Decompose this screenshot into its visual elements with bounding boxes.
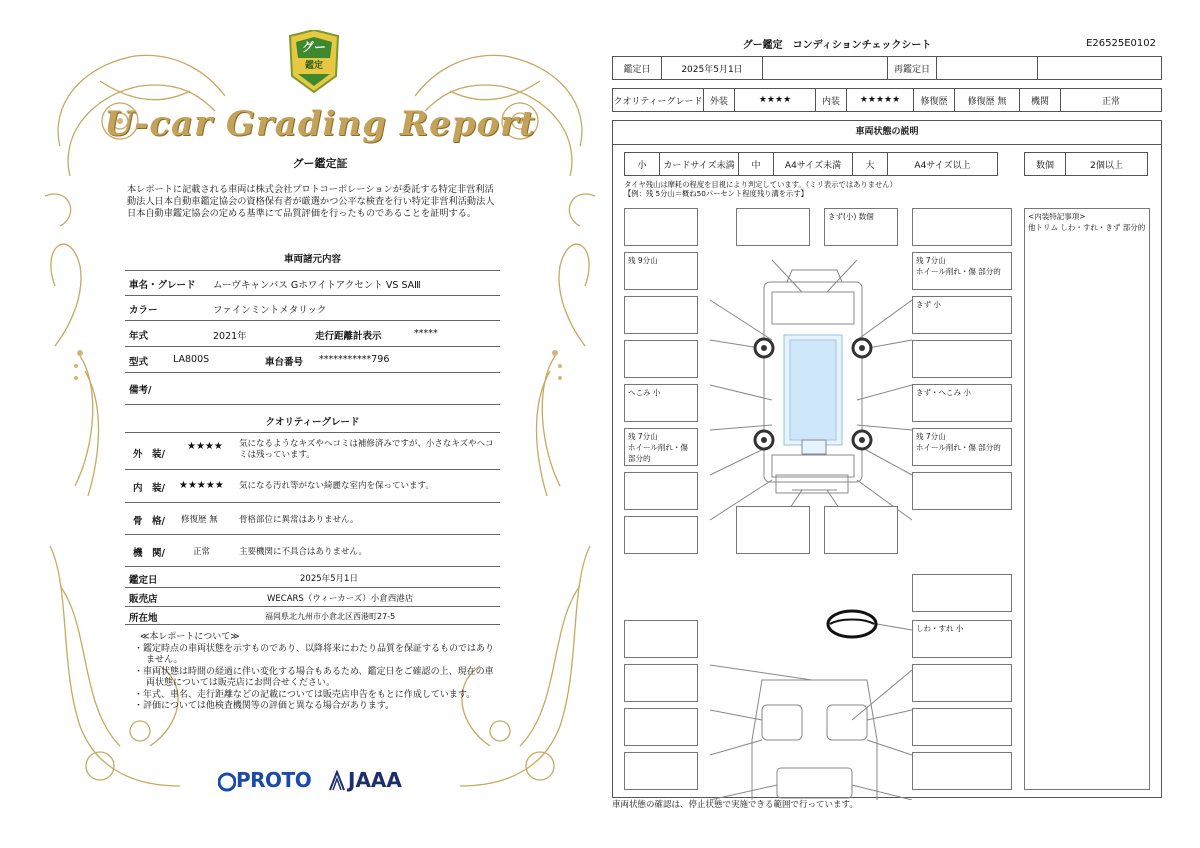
exterior-label: 外 装/ <box>133 449 165 460</box>
quality-row-engine <box>125 536 500 567</box>
report-script-title: U-car Grading Report <box>104 104 536 144</box>
check-sheet-title: グー鑑定 コンディションチェックシート <box>742 40 932 51</box>
frame-value: 修復歴 無 <box>181 515 218 525</box>
name-label: 車名・グレード <box>129 280 196 291</box>
odometer-label: 走行距離計表示 <box>315 331 382 342</box>
condition-box-front-left-tire: 残 9分山 <box>624 252 698 290</box>
proto-logo-icon <box>218 771 236 793</box>
empty-cell <box>1038 57 1162 80</box>
exterior-text: 気になるようなキズやヘコミは補修済みですが、小さなキズやヘコミは残っています。 <box>239 439 494 460</box>
qg-label: クオリティーグレード <box>613 89 704 112</box>
ext-stars: ★★★★ <box>735 89 816 112</box>
quality-grade-table <box>612 88 1162 112</box>
spec-row-name <box>125 270 500 296</box>
badge-top-text: グー <box>301 40 326 54</box>
interior-text: 気になる汚れ等がない綺麗な室内を保っています。 <box>239 481 434 491</box>
exterior-stars: ★★★★ <box>187 441 223 452</box>
condition-box <box>912 472 1012 510</box>
count-legend-table <box>1024 152 1148 176</box>
quality-row-exterior <box>125 432 500 470</box>
condition-box-left-dent: へこみ 小 <box>624 384 698 422</box>
date-value: 2025年5月1日 <box>300 574 358 584</box>
frame-label: 骨 格/ <box>133 516 165 527</box>
legend-medium: 中 <box>739 153 774 176</box>
legend-small: 小 <box>625 153 660 176</box>
info-row-shop <box>125 588 500 607</box>
condition-box <box>624 296 698 334</box>
reappraisal-date-value <box>937 57 1038 80</box>
condition-box <box>912 664 1012 702</box>
tire-note: タイヤ残山は摩耗の程度を目視により判定しています。（ミリ表示ではありません） <box>624 180 897 189</box>
address-label: 所在地 <box>129 613 158 624</box>
spec-row-model <box>125 348 500 373</box>
shop-value: WECARS（ウィーカーズ）小倉西港店 <box>267 594 414 604</box>
tire-example-note: 【例：残 5分山＝概ね50パーセント程度残り溝を示す】 <box>624 189 808 198</box>
note-item: ・年式、車名、走行距離などの記載については販売店申告をもとに作成しています。 <box>134 689 476 700</box>
spec-row-remarks <box>125 374 500 405</box>
quality-row-interior <box>125 470 500 503</box>
certificate-statement: 本レポートに記載される車両は株式会社プロトコーポレーションが委託する特定非営利活動法人日本自動車鑑定協会の資格保有者が厳選かつ公平な検査を行い特定非営利活動法人日本自動車鑑定協会の定める基準にて品質評価を行ったものであることを証明する。 <box>127 184 495 219</box>
state-section-title: 車両状態の説明 <box>612 120 1162 145</box>
empty-cell <box>763 57 888 80</box>
appraisal-date-value: 2025年5月1日 <box>662 57 763 80</box>
year-label: 年式 <box>129 331 149 342</box>
condition-box <box>824 506 898 554</box>
info-row-address <box>125 608 500 625</box>
condition-box <box>912 708 1012 746</box>
condition-box <box>624 708 698 746</box>
note-item: ・評価については他検査機関等の評価と異なる場合があります。 <box>134 701 395 711</box>
condition-box <box>624 620 698 658</box>
certificate-title: グー鑑定証 <box>292 157 348 170</box>
condition-box <box>624 752 698 790</box>
engine-text: 主要機関に不具合はありません。 <box>239 547 368 557</box>
condition-box <box>912 752 1012 790</box>
sheet-footer-note: 車両状態の確認は、停止状態で実施できる範囲で行っています。 <box>612 800 858 810</box>
quality-row-frame <box>125 504 500 535</box>
interior-notes-title: <内装特記事項> <box>1028 212 1086 221</box>
notes-title: ≪本レポートについて≫ <box>140 632 240 642</box>
condition-box-right-dent: きず・へこみ 小 <box>912 384 1012 422</box>
condition-box-right-scratch: きず 小 <box>912 296 1012 334</box>
interior-stars: ★★★★★ <box>179 480 224 491</box>
jaaa-logo-icon <box>328 770 346 792</box>
frame-text: 骨格部位に異常はありません。 <box>239 515 359 525</box>
reappraisal-date-label: 再鑑定日 <box>888 57 937 80</box>
legend-large-desc: A4サイズ以上 <box>888 153 998 176</box>
condition-box-top-right: きず(小) 数個 <box>824 208 898 246</box>
appraisal-date-label: 鑑定日 <box>613 57 662 80</box>
model-value: LA800S <box>173 354 210 365</box>
chassis-label: 車台番号 <box>265 357 304 368</box>
condition-box-interior: しわ・すれ 小 <box>912 620 1012 658</box>
legend-large: 大 <box>853 153 888 176</box>
engine-label: 機関 <box>1020 89 1061 112</box>
legend-count-desc: 2個以上 <box>1066 153 1148 176</box>
condition-box <box>736 208 810 246</box>
spec-section-title: 車両諸元内容 <box>283 254 341 265</box>
proto-logo: PROTO <box>236 768 312 792</box>
chassis-value: ***********796 <box>319 354 390 365</box>
grading-report-certificate <box>40 26 600 826</box>
badge-bottom-text: 鑑定 <box>304 61 323 71</box>
condition-box <box>624 664 698 702</box>
address-value: 福岡県北九州市小倉北区西港町27-5 <box>265 612 396 621</box>
condition-box-front-right-tire: 残 7分山 ホイール削れ・傷 部分的 <box>912 252 1012 290</box>
size-legend-table <box>624 152 998 176</box>
condition-box <box>624 340 698 378</box>
condition-box <box>624 472 698 510</box>
model-label: 型式 <box>129 357 149 368</box>
interior-label: 内 装/ <box>133 483 165 494</box>
repair-value: 修復歴 無 <box>955 89 1020 112</box>
condition-box <box>736 506 810 554</box>
name-value: ムーヴキャンバス Gホワイトアクセント VS SAⅢ <box>213 280 421 291</box>
interior-notes-panel <box>1024 208 1150 790</box>
repair-label: 修復歴 <box>914 89 955 112</box>
spec-row-year <box>125 322 500 347</box>
jaaa-logo: JAAA <box>348 768 402 792</box>
legend-count: 数個 <box>1025 153 1066 176</box>
quality-section-title: クオリティーグレード <box>265 417 360 428</box>
condition-box <box>624 516 698 554</box>
legend-medium-desc: A4サイズ未満 <box>774 153 853 176</box>
condition-box <box>624 208 698 246</box>
condition-box-rear-right-tire: 残 7分山 ホイール削れ・傷 部分的 <box>912 428 1012 466</box>
report-notes <box>134 632 494 713</box>
engine-value: 正常 <box>1061 89 1162 112</box>
condition-box-steering <box>912 574 1012 612</box>
date-label: 鑑定日 <box>129 575 158 586</box>
info-row-date <box>125 566 500 588</box>
remarks-label: 備考/ <box>129 385 152 396</box>
condition-box-rear-left-tire: 残 7分山 ホイール削れ・傷 部分的 <box>624 428 698 466</box>
condition-check-sheet <box>612 30 1164 820</box>
color-label: カラー <box>129 305 158 316</box>
appraisal-date-table <box>612 56 1162 80</box>
odometer-value: ***** <box>414 328 438 339</box>
engine-label: 機 関/ <box>133 548 165 559</box>
ext-label: 外装 <box>704 89 735 112</box>
legend-small-desc: カードサイズ未満 <box>660 153 739 176</box>
interior-notes-text: 他トリム しわ・すれ・きず 部分的 <box>1028 223 1146 232</box>
year-value: 2021年 <box>213 331 247 342</box>
condition-box <box>912 340 1012 378</box>
note-item: ・車両状態は時間の経過に伴い変化する場合もあるため、鑑定日をご確認の上、現在の車両状態については販売店にお問合せください。 <box>134 666 494 688</box>
color-value: ファインミントメタリック <box>213 305 327 316</box>
int-stars: ★★★★★ <box>847 89 914 112</box>
condition-box <box>912 208 1012 246</box>
spec-row-color <box>125 296 500 321</box>
note-item: ・鑑定時点の車両状態を示すものであり、以降将来にわたり品質を保証するものではありません。 <box>134 643 495 665</box>
sheet-code: E26525E0102 <box>1086 38 1156 49</box>
shop-label: 販売店 <box>129 594 158 605</box>
engine-value: 正常 <box>193 547 211 557</box>
int-label: 内装 <box>816 89 847 112</box>
